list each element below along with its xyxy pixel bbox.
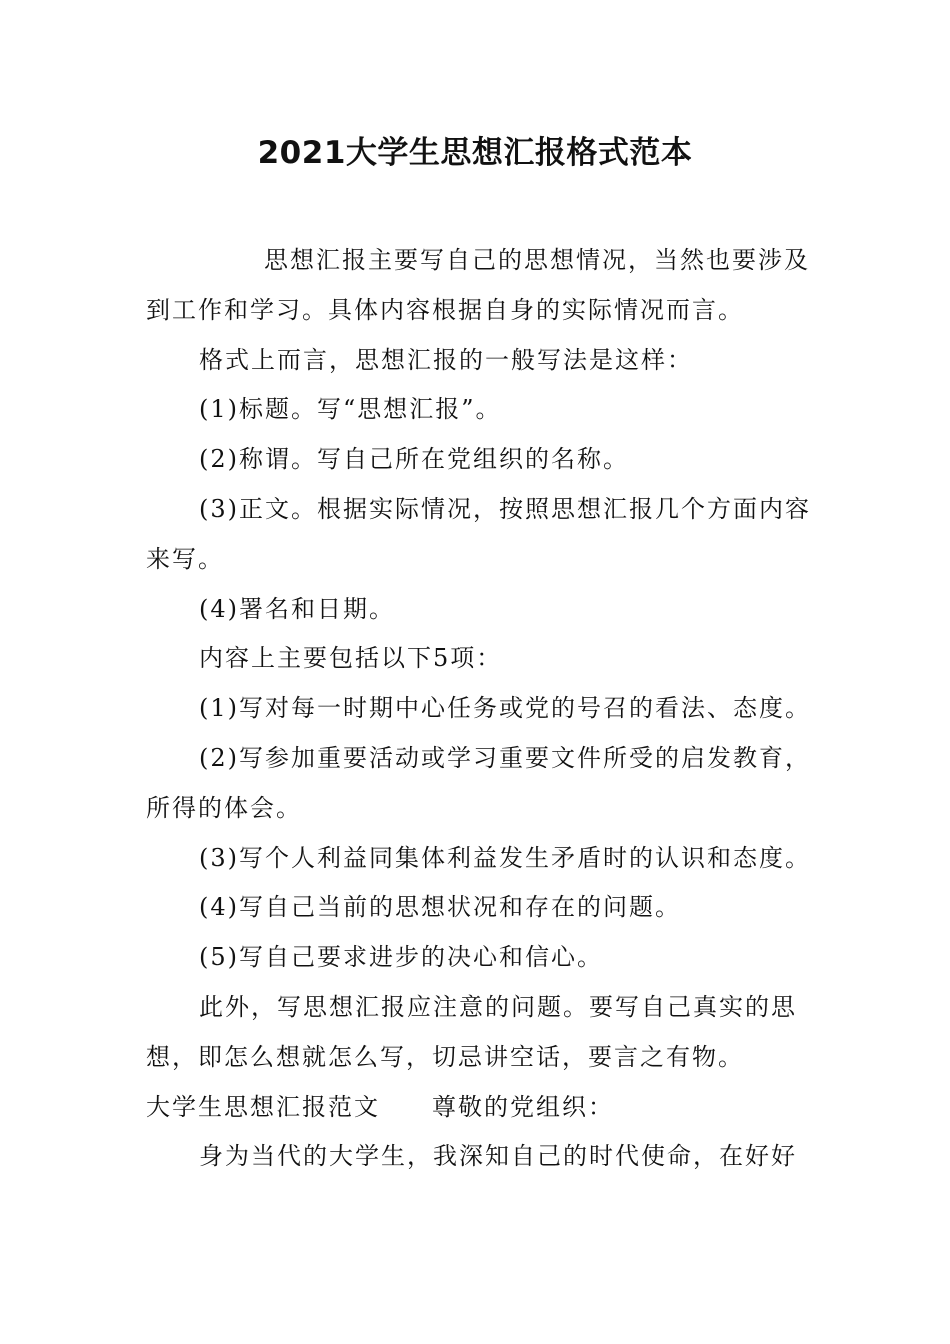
salutation: 尊敬的党组织：: [432, 1092, 614, 1121]
paragraph-line: 所得的体会。: [146, 793, 302, 822]
paragraph-line: 身为当代的大学生，我深知自己的时代使命，在好好: [199, 1142, 797, 1171]
document-body: [146, 236, 814, 1182]
list-item: (2)写参加重要活动或学习重要文件所受的启发教育，: [199, 743, 811, 772]
paragraph-line: 此外，写思想汇报应注意的问题。要写自己真实的思: [199, 992, 797, 1021]
list-item: (4)写自己当前的思想状况和存在的问题。: [199, 893, 681, 922]
paragraph-line: 想，即怎么想就怎么写，切忌讲空话，要言之有物。: [146, 1042, 744, 1071]
paragraph-line: 思想汇报主要写自己的思想情况，当然也要涉及: [264, 246, 810, 274]
list-item: (5)写自己要求进步的决心和信心。: [199, 943, 603, 972]
paragraph-line: 内容上主要包括以下5项：: [199, 644, 503, 673]
sample-heading-line: [146, 1083, 814, 1133]
document-title: 2021大学生思想汇报格式范本: [257, 135, 693, 171]
list-item: (3)写个人利益同集体利益发生矛盾时的认识和态度。: [199, 843, 811, 872]
list-item: (4)署名和日期。: [199, 594, 395, 623]
list-item: (2)称谓。写自己所在党组织的名称。: [199, 445, 629, 474]
paragraph-line: 格式上而言，思想汇报的一般写法是这样：: [199, 345, 693, 374]
sample-heading: 大学生思想汇报范文: [146, 1092, 380, 1121]
paragraph-line: 来写。: [146, 544, 224, 573]
list-item: (3)正文。根据实际情况，按照思想汇报几个方面内容: [199, 494, 811, 523]
paragraph-line: 到工作和学习。具体内容根据自身的实际情况而言。: [146, 295, 744, 324]
list-item: (1)写对每一时期中心任务或党的号召的看法、态度。: [199, 694, 811, 723]
list-item: (1)标题。写“思想汇报”。: [199, 395, 502, 424]
